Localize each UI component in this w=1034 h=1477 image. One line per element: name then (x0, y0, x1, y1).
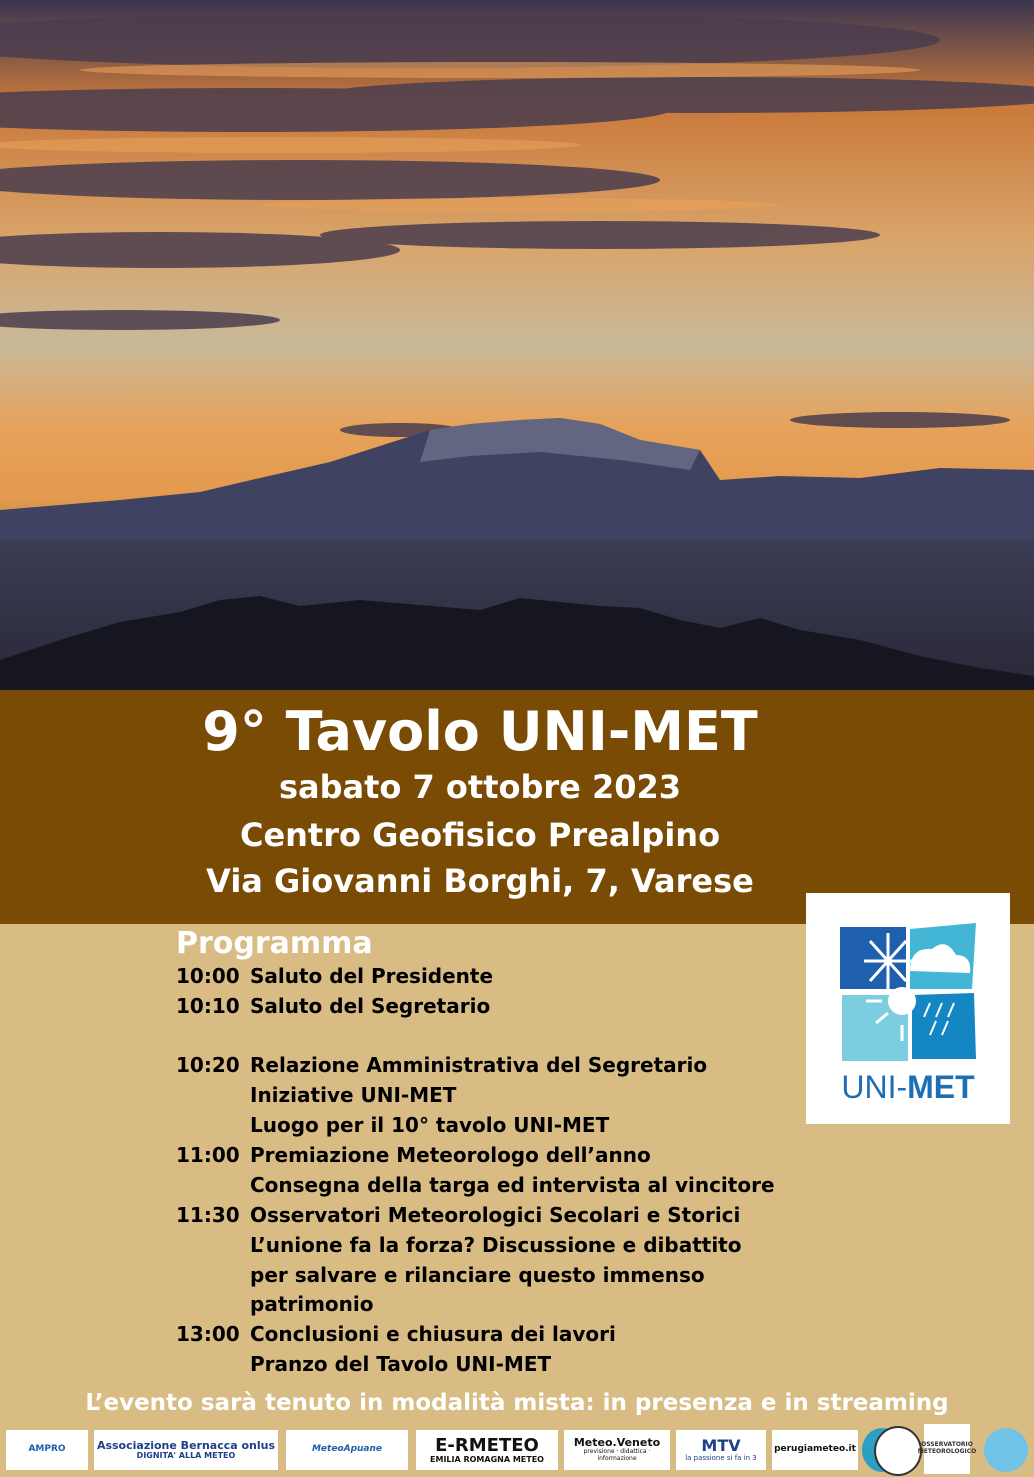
event-title: 9° Tavolo UNI-MET (202, 700, 758, 763)
event-venue: Centro Geofisico Prealpino (239, 816, 721, 854)
programme-subitem: Consegna della targa ed intervista al vincitore (250, 1173, 775, 1197)
sponsor-logos (0, 1420, 1034, 1477)
programme-subitem: Luogo per il 10° tavolo UNI-MET (250, 1113, 610, 1137)
sponsor-mtv-logo: MTV la passione si fa in 3 (676, 1430, 766, 1470)
programme-subitem: patrimonio (250, 1292, 374, 1316)
programme-subitem: per salvare e rilanciare questo immenso (250, 1263, 705, 1287)
event-date: sabato 7 ottobre 2023 (278, 768, 682, 806)
programme-item: 10:20 Relazione Amministrativa del Segretario (176, 1053, 708, 1077)
uni-met-logo-text: UNI-MET (841, 1069, 975, 1105)
programme-subitem: Pranzo del Tavolo UNI-MET (250, 1352, 552, 1376)
sponsor-circle-logo (984, 1428, 1028, 1472)
programme-item: 13:00 Conclusioni e chiusura dei lavori (176, 1322, 616, 1346)
programme-item: 11:30 Osservatori Meteorologici Secolari e Storici (176, 1203, 741, 1227)
sponsor-osservatorio-logo: OSSERVATORIO METEOROLOGICO (924, 1424, 970, 1474)
hero-photo (0, 0, 1034, 690)
sponsor-ermeteo-logo: E-RMETEO EMILIA ROMAGNA METEO (416, 1430, 558, 1470)
event-banner (0, 690, 1034, 924)
uni-met-logo (806, 893, 1010, 1124)
programme-item: 11:00 Premiazione Meteorologo dell’anno (176, 1143, 651, 1167)
sponsor-perugiameteo-logo: perugiameteo.it (772, 1430, 858, 1470)
programme-subitem: Iniziative UNI-MET (250, 1083, 457, 1107)
sponsor-ampro-logo: AMPRO (6, 1430, 88, 1470)
programme-item: 10:10 Saluto del Segretario (176, 994, 491, 1018)
sponsor-seal-logo (874, 1426, 922, 1476)
event-address: Via Giovanni Borghi, 7, Varese (206, 862, 754, 900)
sponsor-bernacca-logo: Associazione Bernacca onlus DIGNITA' ALLA METEO (94, 1430, 278, 1470)
sunset-mountain-image (0, 0, 1034, 690)
programme-item: 10:00 Saluto del Presidente (176, 964, 494, 988)
programme-title: Programma (176, 926, 373, 961)
event-mode-note: L’evento sarà tenuto in modalità mista: in presenza e in streaming (85, 1390, 949, 1416)
programme-subitem: L’unione fa la forza? Discussione e dibattito (250, 1233, 742, 1257)
uni-met-logo-icon (806, 893, 1010, 1063)
sponsor-meteoapuane-logo: MeteoApuane (286, 1430, 408, 1470)
sponsor-meteoveneto-logo: Meteo.Veneto previsione · didattica · informazione (564, 1430, 670, 1470)
